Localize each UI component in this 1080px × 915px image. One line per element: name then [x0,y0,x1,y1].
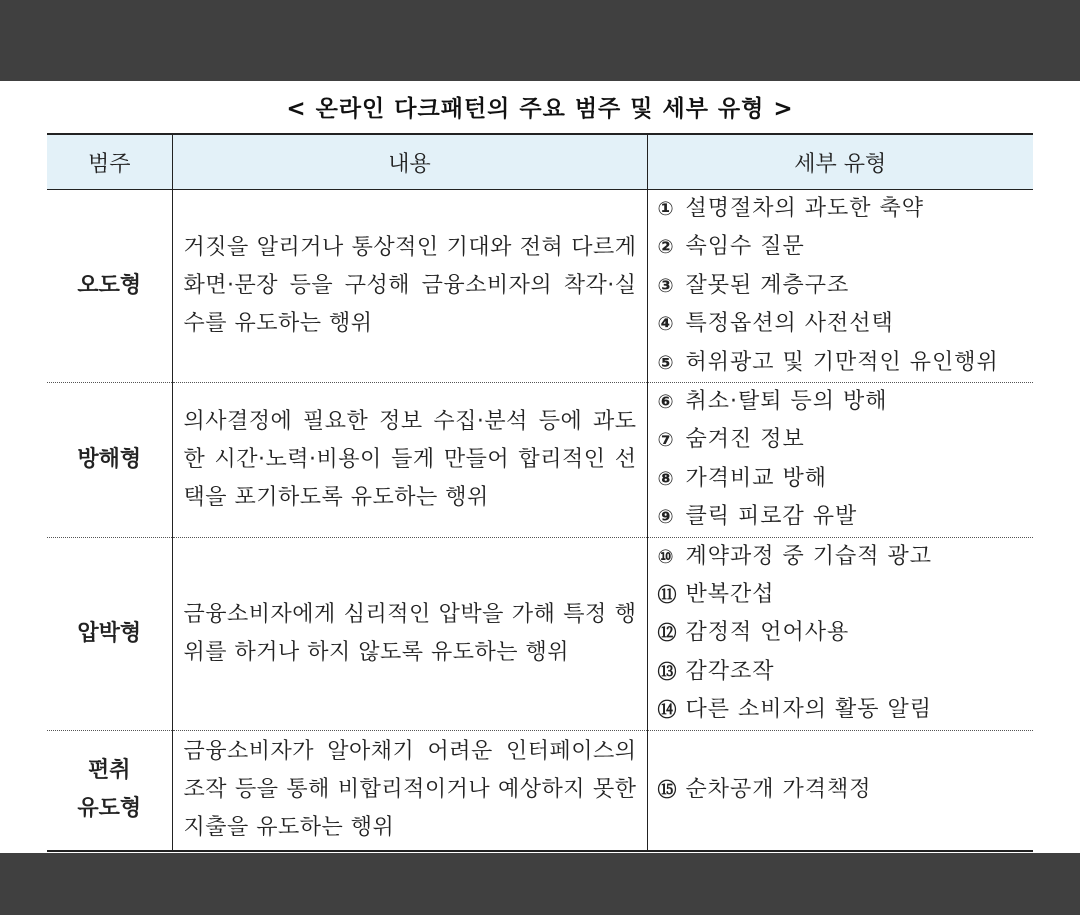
type-label: 숨겨진 정보 [685,427,805,453]
circled-number: ③ [657,274,675,297]
circled-number: ⑤ [657,351,675,374]
types-cell [647,383,1033,538]
type-label: 취소·탈퇴 등의 방해 [685,389,888,415]
header-types: 세부 유형 [647,134,1033,190]
content-cell: 금융소비자가 알아채기 어려운 인터페이스의 조작 등을 통해 비합리적이거나 예상하지 못한 지출을 유도하는 행위 [172,730,647,851]
type-item [658,344,1028,382]
type-label: 가격비교 방해 [685,465,828,491]
category-cell: 오도형 [47,190,172,383]
category-line: 편취 [87,758,131,784]
type-item [658,771,1028,809]
type-label: 감정적 언어사용 [685,620,850,646]
bottom-dark-band [0,853,1080,915]
type-label: 허위광고 및 기만적인 유인행위 [685,349,999,375]
type-label: 클릭 피로감 유발 [685,504,858,530]
type-item [658,421,1028,459]
header-content: 내용 [172,134,647,190]
type-item [658,498,1028,536]
content-cell: 거짓을 알리거나 통상적인 기대와 전혀 다르게 화면·문장 등을 구성해 금융소비자의 착각·실수를 유도하는 행위 [172,190,647,383]
type-item [658,576,1028,614]
type-item [658,691,1028,729]
table-row-obstruction [47,383,1033,538]
type-item [658,614,1028,652]
circled-number: ⑨ [657,506,675,529]
types-cell [647,190,1033,383]
table-row-fraud-inducing [47,730,1033,851]
circled-number: ⑩ [657,545,675,568]
type-label: 순차공개 가격책정 [685,777,872,803]
type-item [658,190,1028,228]
type-item [658,460,1028,498]
table-header-row [47,134,1033,190]
type-label: 다른 소비자의 활동 알림 [685,697,933,723]
circled-number: ⑬ [657,660,678,683]
type-label: 설명절차의 과도한 축약 [685,196,925,221]
circled-number: ⑧ [657,467,675,490]
type-label: 잘못된 계층구조 [685,272,850,298]
table-row-misleading [47,190,1033,383]
page-title: < 온라인 다크패턴의 주요 범주 및 세부 유형 > [286,96,794,122]
dark-pattern-table [47,133,1033,852]
types-cell [647,537,1033,730]
circled-number: ② [657,236,675,259]
type-label: 계약과정 중 기습적 광고 [685,543,933,569]
type-label: 속임수 질문 [685,234,805,260]
circled-number: ① [657,198,675,220]
table-row-pressure [47,537,1033,730]
type-item [658,383,1028,421]
circled-number: ⑮ [657,779,678,802]
document-page [0,81,1080,853]
circled-number: ⑥ [657,391,675,414]
type-item [658,267,1028,305]
category-cell [47,730,172,851]
circled-number: ⑪ [657,584,678,607]
types-cell [647,730,1033,851]
type-item [658,653,1028,691]
circled-number: ⑭ [657,699,678,722]
header-category: 범주 [47,134,172,190]
type-item [658,305,1028,343]
type-item [658,228,1028,266]
content-cell: 의사결정에 필요한 정보 수집·분석 등에 과도한 시간·노력·비용이 들게 만들어 합리적인 선택을 포기하도록 유도하는 행위 [172,383,647,538]
content-cell: 금융소비자에게 심리적인 압박을 가해 특정 행위를 하거나 하지 않도록 유도하는 행위 [172,537,647,730]
circled-number: ④ [657,313,675,336]
category-cell: 압박형 [47,537,172,730]
circled-number: ⑦ [657,429,675,452]
type-label: 특정옵션의 사전선택 [685,311,894,337]
category-line: 유도형 [77,796,142,822]
type-label: 감각조작 [685,658,775,684]
type-label: 반복간섭 [685,582,775,608]
type-item [658,538,1028,576]
category-cell: 방해형 [47,383,172,538]
top-dark-band [0,0,1080,81]
circled-number: ⑫ [657,622,678,645]
